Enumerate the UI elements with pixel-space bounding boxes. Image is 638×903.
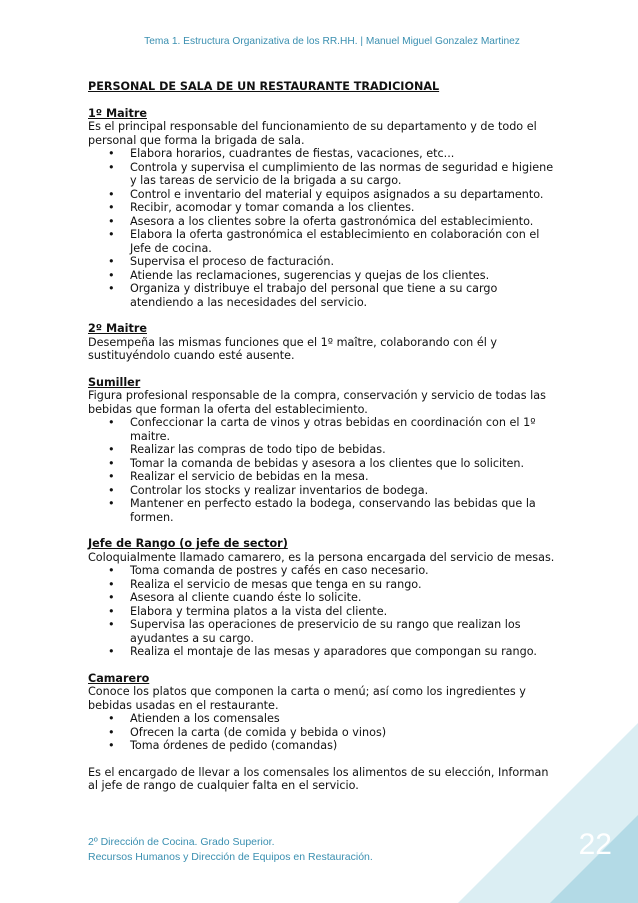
bullet-list (88, 564, 558, 659)
list-item (88, 457, 558, 471)
list-item (88, 497, 558, 524)
bullet-icon: • (108, 564, 115, 577)
bullet-list (88, 147, 558, 309)
section-heading: Jefe de Rango (o jefe de sector) (88, 537, 288, 550)
section (88, 107, 558, 310)
footer-line-1: 2º Dirección de Cocina. Grado Superior. (88, 836, 275, 848)
bullet-icon: • (108, 416, 115, 429)
corner-decoration (458, 723, 638, 903)
list-item-text: Toma órdenes de pedido (comandas) (130, 739, 338, 752)
list-item-text: Realiza el servicio de mesas que tenga en su rango. (130, 577, 422, 591)
list-item-text: Confeccionar la carta de vinos y otras bebidas en coordinación con el 1º maitre. (130, 416, 536, 443)
list-item (88, 564, 558, 578)
section-heading: Camarero (88, 671, 150, 685)
list-item-text: Supervisa el proceso de facturación. (130, 255, 335, 268)
bullet-icon: • (108, 725, 115, 739)
section-intro: Coloquialmente llamado camarero, es la persona encargada del servicio de mesas. (88, 550, 555, 564)
list-item (88, 215, 558, 229)
bullet-icon: • (108, 470, 115, 483)
bullet-icon: • (108, 497, 115, 510)
bullet-icon: • (108, 201, 115, 214)
bullet-icon: • (108, 604, 115, 618)
page-number: 22 (578, 828, 612, 861)
list-item (88, 605, 558, 619)
bullet-icon: • (108, 591, 115, 604)
list-item-text: Asesora al cliente cuando éste lo solicite. (130, 591, 362, 604)
running-header: Tema 1. Estructura Organizativa de los RR.HH. | Manuel Miguel Gonzalez Martinez (144, 36, 520, 47)
bullet-icon: • (108, 228, 115, 241)
list-item (88, 228, 558, 255)
list-item-text: Mantener en perfecto estado la bodega, conservando las bebidas que la formen. (130, 497, 536, 524)
bullet-icon: • (108, 282, 115, 295)
list-item (88, 443, 558, 457)
section-intro: Es el principal responsable del funcionamiento de su departamento y de todo el personal que forma la brigada de sala. (88, 120, 537, 147)
list-item (88, 578, 558, 592)
list-item-text: Controlar los stocks y realizar inventarios de bodega. (130, 483, 429, 497)
list-item-text: Elabora horarios, cuadrantes de fiestas, vacaciones, etc... (130, 147, 455, 160)
section-heading: 2º Maitre (88, 322, 147, 335)
list-item-text: Tomar la comanda de bebidas y asesora a los clientes que lo soliciten. (130, 456, 525, 470)
bullet-icon: • (108, 577, 115, 591)
bullet-icon: • (108, 255, 115, 268)
list-item (88, 269, 558, 283)
list-item-text: Control e inventario del material y equipos asignados a su departamento. (130, 187, 544, 201)
list-item (88, 591, 558, 605)
bullet-icon: • (108, 443, 115, 456)
bullet-icon: • (108, 618, 115, 631)
section (88, 537, 558, 659)
sections-container (88, 107, 558, 753)
list-item-text: Atiende las reclamaciones, sugerencias y quejas de los clientes. (130, 268, 490, 282)
document-body (88, 80, 558, 793)
list-item-text: Realiza el montaje de las mesas y aparadores que compongan su rango. (130, 645, 537, 658)
list-item-text: Organiza y distribuye el trabajo del personal que tiene a su cargo atendiendo a las necesidades del servicio. (130, 282, 498, 309)
bullet-icon: • (108, 456, 115, 470)
list-item (88, 282, 558, 309)
list-item (88, 161, 558, 188)
bullet-icon: • (108, 187, 115, 201)
bullet-icon: • (108, 268, 115, 282)
bullet-icon: • (108, 147, 115, 160)
list-item (88, 618, 558, 645)
closing-paragraph: Es el encargado de llevar a los comensales los alimentos de su elección, Informan al jefe de rango de cualquier falta en el servicio. (88, 765, 549, 792)
document-title: PERSONAL DE SALA DE UN RESTAURANTE TRADICIONAL (88, 80, 440, 93)
list-item-text: Toma comanda de postres y cafés en caso necesario. (130, 564, 429, 577)
list-item-text: Elabora y termina platos a la vista del cliente. (130, 604, 388, 618)
list-item-text: Asesora a los clientes sobre la oferta gastronómica del establecimiento. (130, 214, 534, 228)
bullet-icon: • (108, 645, 115, 658)
bullet-icon: • (108, 483, 115, 497)
page-footer (88, 835, 373, 865)
section-heading: 1º Maitre (88, 106, 147, 120)
list-item (88, 188, 558, 202)
list-item (88, 645, 558, 659)
list-item-text: Controla y supervisa el cumplimiento de las normas de seguridad e higiene y las tareas de servicio de la brigada a su cargo. (130, 160, 554, 187)
bullet-list (88, 416, 558, 524)
bullet-icon: • (108, 160, 115, 174)
list-item-text: Elabora la oferta gastronómica el establecimiento en colaboración con el Jefe de cocina. (130, 228, 540, 255)
bullet-icon: • (108, 214, 115, 228)
list-item-text: Realizar el servicio de bebidas en la mesa. (130, 470, 369, 483)
list-item (88, 416, 558, 443)
section (88, 322, 558, 363)
section-intro: Desempeña las mismas funciones que el 1º maître, colaborando con él y sustituyéndolo cuando esté ausente. (88, 335, 497, 362)
list-item-text: Supervisa las operaciones de preservicio de su rango que realizan los ayudantes a su cargo. (130, 618, 521, 645)
section-heading: Sumiller (88, 375, 141, 389)
bullet-icon: • (108, 739, 115, 752)
list-item-text: Realizar las compras de todo tipo de bebidas. (130, 443, 386, 456)
section (88, 376, 558, 525)
section-intro: Conoce los platos que componen la carta o menú; así como los ingredientes y bebidas usadas en el restaurante. (88, 685, 526, 712)
list-item (88, 470, 558, 484)
list-item-text: Recibir, acomodar y tomar comanda a los clientes. (130, 201, 415, 214)
list-item-text: Ofrecen la carta (de comida y bebida o vinos) (130, 725, 387, 739)
footer-line-2: Recursos Humanos y Dirección de Equipos en Restauración. (88, 851, 373, 863)
list-item-text: Atienden a los comensales (130, 712, 280, 725)
list-item (88, 201, 558, 215)
list-item (88, 484, 558, 498)
bullet-icon: • (108, 712, 115, 725)
section-intro: Figura profesional responsable de la compra, conservación y servicio de todas las bebidas que forman la oferta del establecimiento. (88, 389, 546, 416)
list-item (88, 255, 558, 269)
list-item (88, 147, 558, 161)
